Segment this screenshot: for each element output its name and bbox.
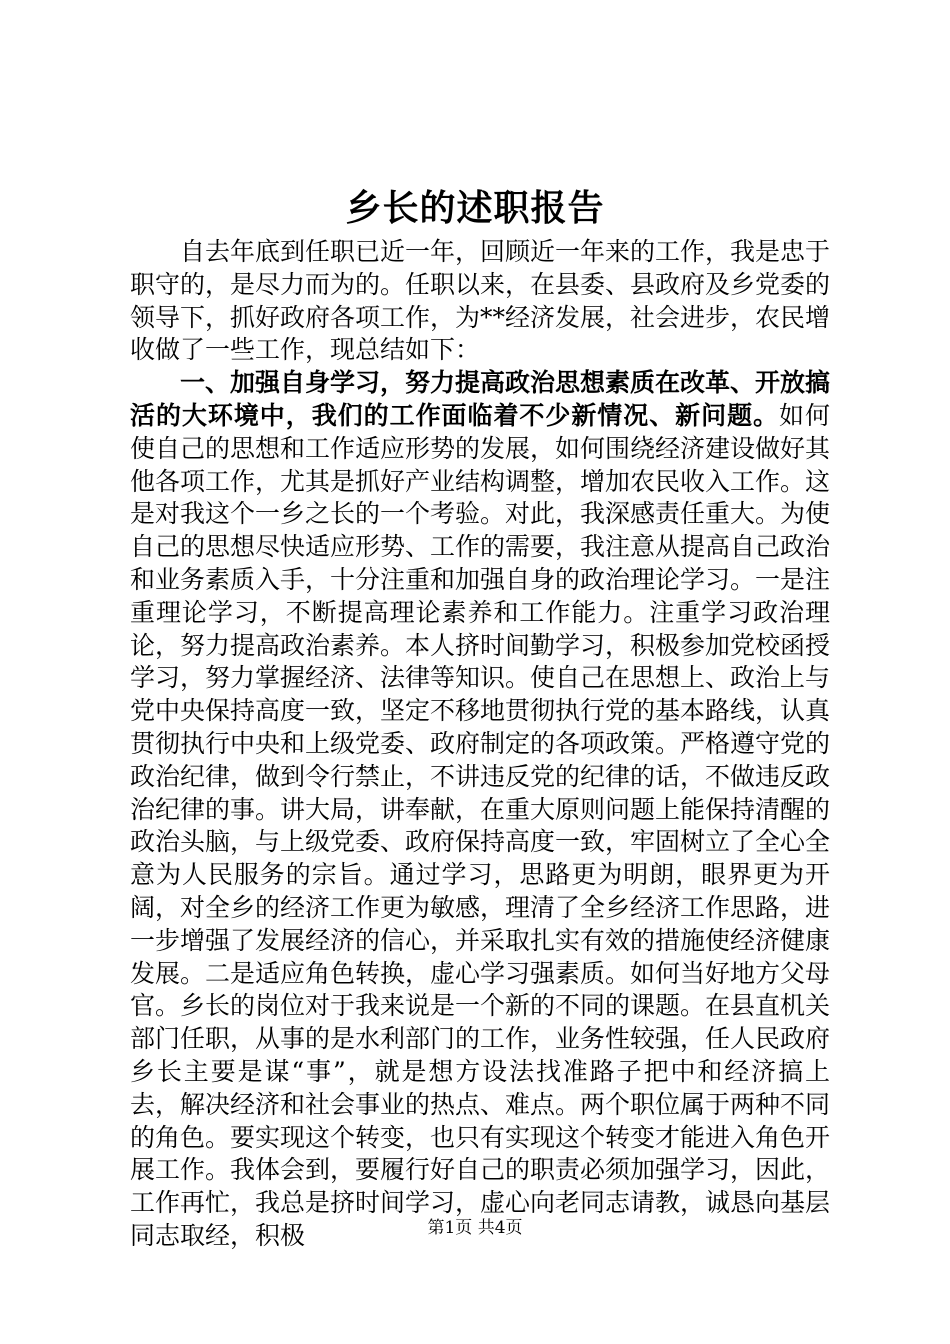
section-one-heading: 一、加强自身学习，努力提高政治思想素质在改革、开放搞活的大环境中，我们的工作面临着不少新情况、新问题。 <box>130 368 831 430</box>
intro-paragraph-text: 自去年底到任职已近一年，回顾近一年来的工作，我是忠于职守的，是尽力而为的。任职以来，在县委、县政府及乡党委的领导下，抓好政府各项工作，为**经济发展，社会进步，农民增收做了一些工作，现总结如下： <box>130 237 831 365</box>
document-body <box>130 236 830 1253</box>
section-one-text: 如何使自己的思想和工作适应形势的发展，如何围绕经济建设做好其他各项工作，尤其是抓好产业结构调整，增加农民收入工作。这是对我这个一乡之长的一个考验。对此，我深感责任重大。为使自己的思想尽快适应形势、工作的需要，我注意从提高自己政治和业务素质入手，十分注重和加强自身的政治理论学习。一是注重理论学习，不断提高理论素养和工作能力。注重学习政治理论，努力提高政治素养。本人挤时间勤学习，积极参加党校函授学习，努力掌握经济、法律等知识。使自己在思想上、政治上与党中央保持高度一致，坚定不移地贯彻执行党的基本路线，认真贯彻执行中央和上级党委、政府制定的各项政策。严格遵守党的政治纪律，做到令行禁止，不讲违反党的纪律的话，不做违反政治纪律的事。讲大局，讲奉献，在重大原则问题上能保持清醒的政治头脑，与上级党委、政府保持高度一致，牢固树立了全心全意为人民服务的宗旨。通过学习，思路更为明朗，眼界更为开阔，对全乡的经济工作更为敏感，理清了全乡经济工作思路，进一步增强了发展经济的信心，并采取扎实有效的措施使经济健康发展。二是适应角色转换，虚心学习强素质。如何当好地方父母官。乡长的岗位对于我来说是一个新的不同的课题。在县直机关部门任职，从事的是水利部门的工作，业务性较强，任人民政府乡长主要是谋“事”，就是想方设法找准路子把中和经济搞上去，解决经济和社会事业的热点、难点。两个职位属于两种不同的角色。要实现这个转变，也只有实现这个转变才能进入角色开展工作。我体会到，要履行好自己的职责必须加强学习，因此，工作再忙，我总是挤时间学习，虚心向老同志请教，诚恳向基层同志取经，积极 <box>130 400 831 1250</box>
page-footer: 第1页 共4页 <box>427 1218 523 1238</box>
intro-paragraph <box>130 236 830 367</box>
document-title: 乡长的述职报告 <box>345 187 605 229</box>
section-one-paragraph <box>130 367 830 1253</box>
